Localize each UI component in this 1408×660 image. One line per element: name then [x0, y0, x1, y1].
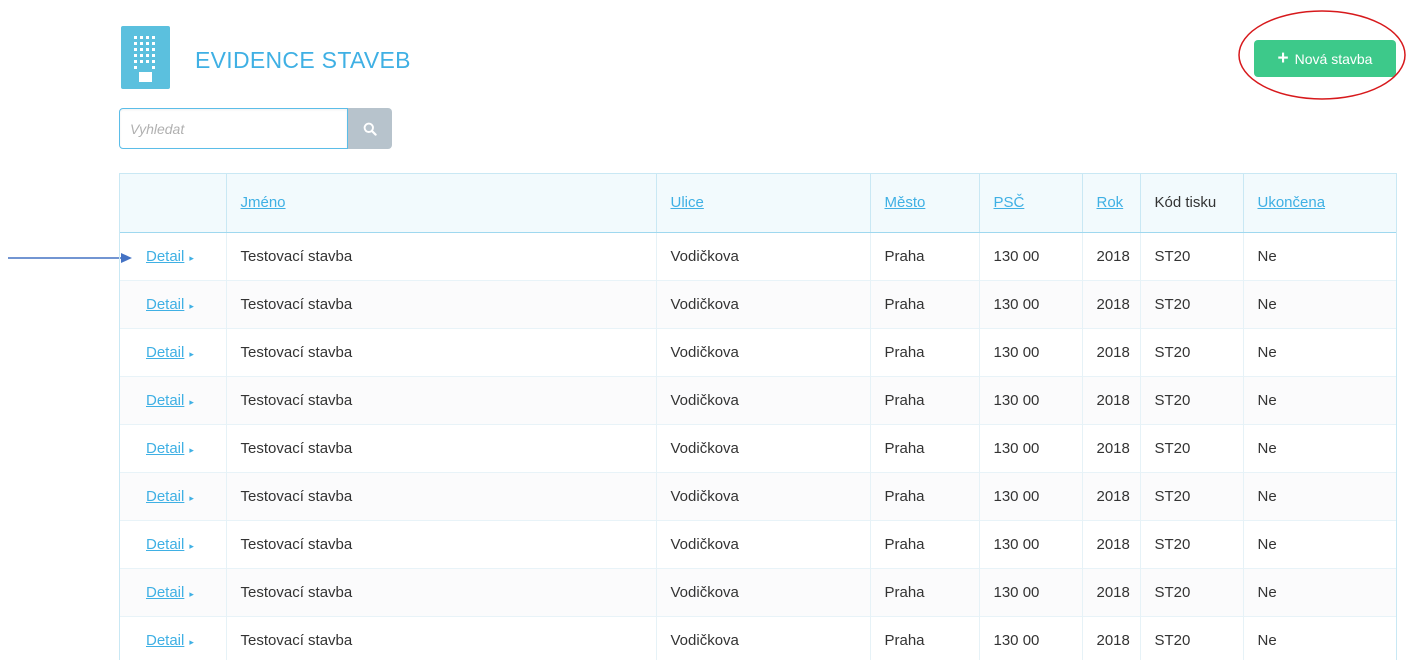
cell-rok: 2018 [1082, 568, 1140, 616]
cell-ukoncena: Ne [1243, 568, 1396, 616]
cell-psc: 130 00 [979, 280, 1082, 328]
cell-ukoncena: Ne [1243, 616, 1396, 660]
cell-mesto: Praha [870, 520, 979, 568]
triangle-right-icon: ▸ [189, 588, 194, 599]
annotation-arrow [0, 250, 135, 266]
cell-ukoncena: Ne [1243, 472, 1396, 520]
search-bar [119, 108, 392, 149]
cell-kod-tisku: ST20 [1140, 568, 1243, 616]
cell-psc: 130 00 [979, 616, 1082, 660]
detail-link[interactable] [146, 392, 194, 409]
new-building-button-label: Nová stavba [1294, 50, 1373, 67]
cell-jmeno: Testovací stavba [226, 520, 656, 568]
buildings-table [119, 173, 1397, 660]
cell-detail [120, 376, 226, 424]
building-icon [121, 26, 170, 89]
cell-detail [120, 232, 226, 280]
header-kod-tisku: Kód tisku [1140, 174, 1243, 232]
detail-link[interactable] [146, 632, 194, 649]
cell-psc: 130 00 [979, 472, 1082, 520]
table-row [120, 280, 1396, 328]
cell-jmeno: Testovací stavba [226, 280, 656, 328]
cell-rok: 2018 [1082, 472, 1140, 520]
cell-detail [120, 280, 226, 328]
detail-link-label: Detail [146, 631, 185, 649]
cell-ukoncena: Ne [1243, 424, 1396, 472]
cell-psc: 130 00 [979, 424, 1082, 472]
cell-psc: 130 00 [979, 520, 1082, 568]
table-row [120, 424, 1396, 472]
cell-detail [120, 520, 226, 568]
cell-kod-tisku: ST20 [1140, 616, 1243, 660]
table-header-row [120, 174, 1396, 232]
cell-kod-tisku: ST20 [1140, 472, 1243, 520]
cell-ulice: Vodičkova [656, 424, 870, 472]
cell-kod-tisku: ST20 [1140, 232, 1243, 280]
cell-jmeno: Testovací stavba [226, 616, 656, 660]
cell-detail [120, 472, 226, 520]
detail-link-label: Detail [146, 583, 185, 601]
detail-link[interactable] [146, 488, 194, 505]
page-title: EVIDENCE STAVEB [195, 47, 411, 73]
cell-jmeno: Testovací stavba [226, 472, 656, 520]
cell-jmeno: Testovací stavba [226, 568, 656, 616]
table-row [120, 520, 1396, 568]
detail-link[interactable] [146, 584, 194, 601]
table-row [120, 376, 1396, 424]
cell-jmeno: Testovací stavba [226, 424, 656, 472]
detail-link[interactable] [146, 248, 194, 265]
detail-link-label: Detail [146, 247, 185, 265]
triangle-right-icon: ▸ [189, 636, 194, 647]
detail-link[interactable] [146, 296, 194, 313]
cell-ukoncena: Ne [1243, 280, 1396, 328]
triangle-right-icon: ▸ [189, 396, 194, 407]
cell-detail [120, 616, 226, 660]
detail-link[interactable] [146, 344, 194, 361]
cell-detail [120, 568, 226, 616]
cell-psc: 130 00 [979, 328, 1082, 376]
cell-ukoncena: Ne [1243, 232, 1396, 280]
detail-link-label: Detail [146, 439, 185, 457]
search-input[interactable] [119, 108, 348, 149]
cell-ulice: Vodičkova [656, 520, 870, 568]
cell-kod-tisku: ST20 [1140, 424, 1243, 472]
cell-mesto: Praha [870, 232, 979, 280]
cell-kod-tisku: ST20 [1140, 328, 1243, 376]
table-row [120, 568, 1396, 616]
detail-link-label: Detail [146, 391, 185, 409]
header-ukoncena[interactable]: Ukončena [1243, 174, 1396, 232]
table-row [120, 616, 1396, 660]
cell-detail [120, 328, 226, 376]
cell-ukoncena: Ne [1243, 520, 1396, 568]
cell-ulice: Vodičkova [656, 328, 870, 376]
cell-rok: 2018 [1082, 232, 1140, 280]
cell-mesto: Praha [870, 376, 979, 424]
new-building-button[interactable] [1254, 40, 1396, 77]
detail-link[interactable] [146, 440, 194, 457]
detail-link-label: Detail [146, 487, 185, 505]
search-icon [363, 122, 377, 136]
cell-rok: 2018 [1082, 280, 1140, 328]
table-row [120, 472, 1396, 520]
table-row [120, 328, 1396, 376]
cell-ulice: Vodičkova [656, 232, 870, 280]
triangle-right-icon: ▸ [189, 348, 194, 359]
cell-rok: 2018 [1082, 616, 1140, 660]
triangle-right-icon: ▸ [189, 300, 194, 311]
cell-ulice: Vodičkova [656, 376, 870, 424]
cell-ukoncena: Ne [1243, 328, 1396, 376]
cell-mesto: Praha [870, 568, 979, 616]
cell-ukoncena: Ne [1243, 376, 1396, 424]
cell-kod-tisku: ST20 [1140, 520, 1243, 568]
header-psc[interactable]: PSČ [979, 174, 1082, 232]
cell-ulice: Vodičkova [656, 616, 870, 660]
cell-ulice: Vodičkova [656, 568, 870, 616]
cell-rok: 2018 [1082, 520, 1140, 568]
plus-icon: + [1277, 48, 1289, 69]
header-mesto[interactable]: Město [870, 174, 979, 232]
cell-mesto: Praha [870, 616, 979, 660]
header-ulice[interactable]: Ulice [656, 174, 870, 232]
triangle-right-icon: ▸ [189, 444, 194, 455]
detail-link-label: Detail [146, 535, 185, 553]
cell-mesto: Praha [870, 424, 979, 472]
detail-link-label: Detail [146, 295, 185, 313]
cell-mesto: Praha [870, 472, 979, 520]
header-rok[interactable]: Rok [1082, 174, 1140, 232]
cell-rok: 2018 [1082, 328, 1140, 376]
cell-rok: 2018 [1082, 376, 1140, 424]
cell-rok: 2018 [1082, 424, 1140, 472]
cell-mesto: Praha [870, 280, 979, 328]
cell-psc: 130 00 [979, 376, 1082, 424]
cell-mesto: Praha [870, 328, 979, 376]
header-detail [120, 174, 226, 232]
triangle-right-icon: ▸ [189, 492, 194, 503]
cell-psc: 130 00 [979, 568, 1082, 616]
search-button[interactable] [348, 108, 392, 149]
cell-psc: 130 00 [979, 232, 1082, 280]
detail-link[interactable] [146, 536, 194, 553]
header-jmeno[interactable]: Jméno [226, 174, 656, 232]
triangle-right-icon: ▸ [189, 540, 194, 551]
cell-jmeno: Testovací stavba [226, 376, 656, 424]
cell-jmeno: Testovací stavba [226, 232, 656, 280]
table-row [120, 232, 1396, 280]
detail-link-label: Detail [146, 343, 185, 361]
cell-detail [120, 424, 226, 472]
cell-ulice: Vodičkova [656, 472, 870, 520]
cell-jmeno: Testovací stavba [226, 328, 656, 376]
triangle-right-icon: ▸ [189, 252, 194, 263]
cell-kod-tisku: ST20 [1140, 376, 1243, 424]
cell-kod-tisku: ST20 [1140, 280, 1243, 328]
cell-ulice: Vodičkova [656, 280, 870, 328]
